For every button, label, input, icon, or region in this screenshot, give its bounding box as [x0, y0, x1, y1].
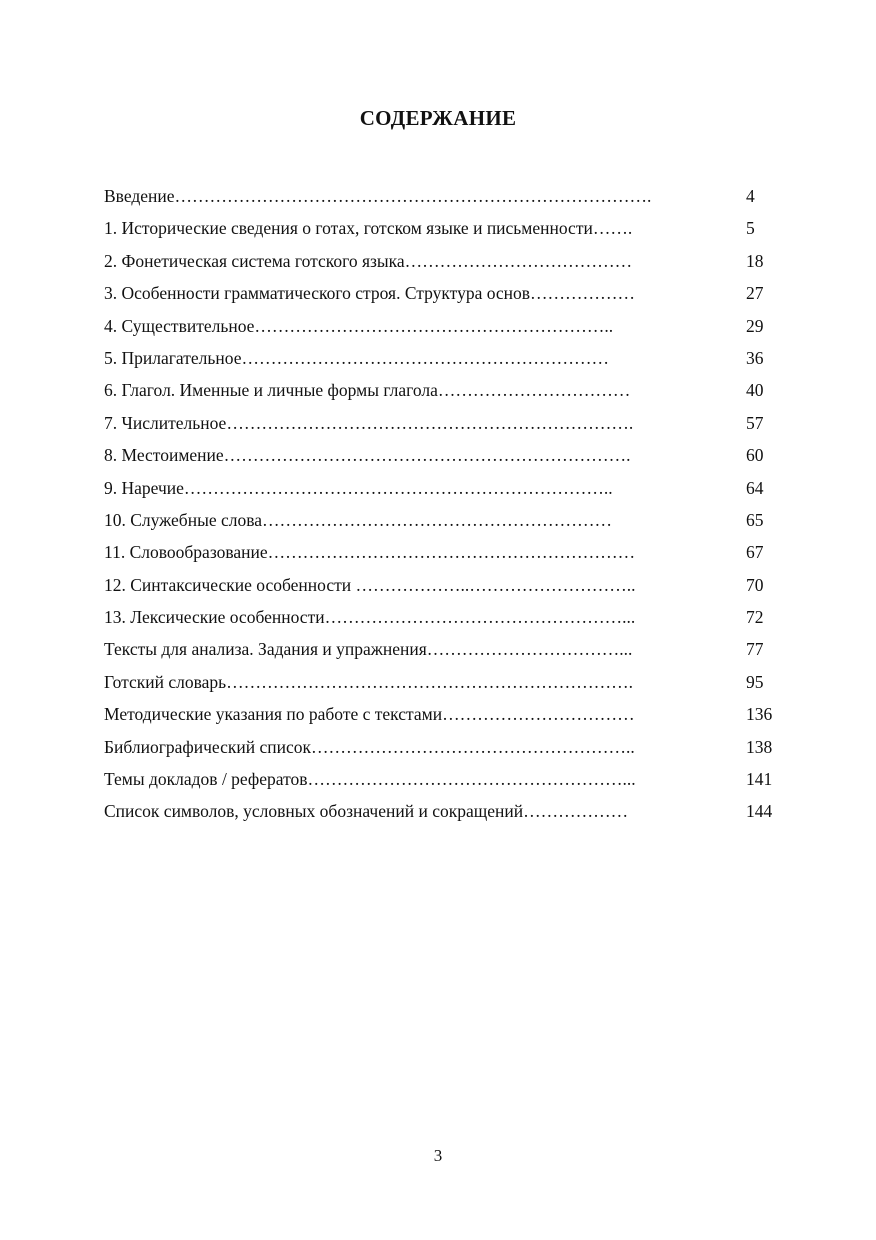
toc-entry-text: 11. Словообразование……………………………………………………… [104, 542, 636, 563]
toc-entry-page: 60 [746, 445, 764, 466]
toc-entry [104, 409, 780, 441]
toc-entry [104, 441, 780, 473]
toc-entry-text: 6. Глагол. Именные и личные формы глагола…………………………… [104, 380, 631, 401]
toc-entry-page: 64 [746, 477, 764, 498]
toc-entry-page: 67 [746, 542, 764, 563]
toc-entry-page: 40 [746, 380, 764, 401]
toc-entry [104, 635, 780, 667]
toc-entry-text: 4. Существительное…………………………………………………….. [104, 315, 614, 336]
toc-entry [104, 376, 780, 408]
toc-entry-text: Методические указания по работе с текстами…………………………… [104, 704, 635, 725]
toc-entry-text: 5. Прилагательное……………………………………………………… [104, 347, 609, 368]
page-title: СОДЕРЖАНИЕ [359, 106, 517, 130]
toc-entry-page: 57 [746, 412, 764, 433]
toc-entry-text: Введение………………………………………………………………………. [104, 186, 652, 206]
toc-entry [104, 668, 780, 700]
toc-entry [104, 312, 780, 344]
toc-entry-page: 5 [746, 218, 755, 239]
toc-entry-text: 10. Служебные слова…………………………………………………… [104, 509, 613, 530]
toc-entry-page: 29 [746, 315, 764, 336]
toc-entry-page: 4 [746, 186, 755, 206]
toc-entry-page: 77 [746, 639, 764, 660]
toc-entry-page: 65 [746, 509, 764, 530]
toc-entry [104, 344, 780, 376]
toc-entry-text: 7. Числительное……………………………………………………………. [104, 412, 634, 433]
toc-entry-text: Библиографический список……………………………………………….. [104, 736, 635, 757]
toc-entry-page: 18 [746, 250, 764, 271]
toc-entry-text: 9. Наречие……………………………………………………………….. [104, 477, 613, 498]
toc-entry-text: Список символов, условных обозначений и сокращений……………… [104, 801, 629, 822]
toc-entry [104, 506, 780, 538]
toc-entry [104, 733, 780, 765]
toc-entry-page: 136 [746, 704, 773, 725]
page-number: 3 [433, 1146, 443, 1165]
toc-entry-page: 141 [746, 769, 773, 790]
toc-entry [104, 279, 780, 311]
toc-entry-text: 1. Исторические сведения о готах, готском языке и письменности……. [104, 218, 633, 239]
toc-entry-text: 12. Синтаксические особенности ………………..……………………….. [104, 574, 636, 595]
toc-entry [104, 214, 780, 246]
toc-entry [104, 765, 780, 797]
toc-entry [104, 571, 780, 603]
toc-entry-page: 27 [746, 283, 764, 304]
toc-entry-text: 3. Особенности грамматического строя. Структура основ……………… [104, 283, 636, 304]
toc-entry [104, 603, 780, 635]
toc-entry-page: 70 [746, 574, 764, 595]
toc-entry-page: 72 [746, 607, 764, 628]
toc-entry-page: 144 [746, 801, 773, 822]
toc-entry [104, 797, 780, 829]
toc-entry-text: Темы докладов / рефератов………………………………………………... [104, 769, 636, 790]
toc-entry [104, 538, 780, 570]
toc-entry-page: 138 [746, 736, 773, 757]
table-of-contents [104, 182, 780, 830]
toc-entry-text: 8. Местоимение……………………………………………………………. [104, 445, 631, 466]
toc-entry-text: Тексты для анализа. Задания и упражнения……………………………... [104, 639, 633, 660]
toc-entry-page: 36 [746, 347, 764, 368]
toc-entry [104, 247, 780, 279]
toc-entry-page: 95 [746, 671, 764, 692]
toc-entry-text: 2. Фонетическая система готского языка………………………………… [104, 250, 633, 271]
toc-entry [104, 474, 780, 506]
toc-entry-text: Готский словарь……………………………………………………………. [104, 671, 633, 692]
toc-entry-text: 13. Лексические особенности……………………………………………... [104, 607, 636, 628]
toc-entry [104, 182, 780, 214]
toc-entry [104, 700, 780, 732]
